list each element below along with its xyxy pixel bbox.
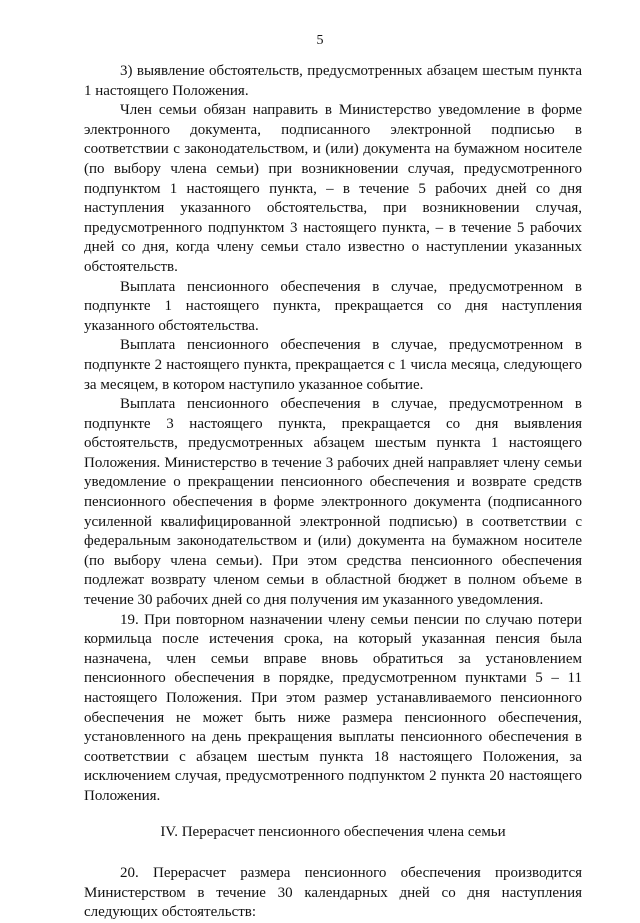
paragraph-clause-19: 19. При повторном назначении члену семьи пенсии по случаю потери кормильца после истечения срока, на который указанная пенсия была назначена, член семьи вправе вновь обратиться за установлением пенсионного обеспечения в порядке, предусмотренном пунктами 5 – 11 настоящего Положения. При этом размер устанавливаемого пенсионного обеспечения не может быть ниже размера пенсионного обеспечения, установленного на день прекращения выплаты пенсионного обеспечения в соответствии с абзацем шестым пункта 18 настоящего Положения, за исключением случая, предусмотренного подпунктом 2 пункта 20 настоящего Положения. xyxy=(84,611,582,804)
paragraph-payment-stop-3: Выплата пенсионного обеспечения в случае, предусмотренном в подпункте 3 настоящего пункта, прекращается со дня выявления обстоятельств, предусмотренных абзацем шестым пункта 1 настоящего Положения. Министерство в течение 3 рабочих дней направляет члену семьи уведомление о прекращении пенсионного обеспечения и возврате средств пенсионного обеспечения в форме электронного документа (подписанного усиленной квалифицированной электронной подписью) в соответствии с федеральным законодательством и (или) документа на бумажном носителе (по выбору члена семьи). При этом средства пенсионного обеспечения подлежат возврату членом семьи в областной бюджет в полном объеме в течение 30 рабочих дней со дня получения им указанного уведомления. xyxy=(84,396,582,609)
paragraph-item-3: 3) выявление обстоятельств, предусмотренных абзацем шестым пункта 1 настоящего Положения. xyxy=(84,63,582,99)
paragraph-clause-20: 20. Перерасчет размера пенсионного обеспечения производится Министерством в течение 30 календарных дней со дня наступления следующих обстоятельств: xyxy=(84,865,582,921)
page-number: 5 xyxy=(316,33,324,48)
paragraph-payment-stop-2: Выплата пенсионного обеспечения в случае, предусмотренном в подпункте 2 настоящего пункта, прекращается с 1 числа месяца, следующего за месяцем, в котором наступило указанное событие. xyxy=(84,337,582,393)
document-body xyxy=(84,62,582,923)
paragraph-notification-duty: Член семьи обязан направить в Министерство уведомление в форме электронного документа, подписанного электронной подписью в соответствии с законодательством, и (или) документа на бумажном носителе (по выбору члена семьи) при возникновении случая, предусмотренного подпунктом 1 настоящего пункта, – в течение 5 рабочих дней со дня наступления указанного обстоятельства, при возникновении случая, предусмотренного подпунктом 3 настоящего пункта, – в течение 5 рабочих дней со дня, когда члену семьи стало известно о наступлении указанных обстоятельств. xyxy=(84,102,582,275)
section-heading: IV. Перерасчет пенсионного обеспечения члена семьи xyxy=(160,823,506,840)
paragraph-payment-stop-1: Выплата пенсионного обеспечения в случае, предусмотренном в подпункте 1 настоящего пункта, прекращается со дня наступления указанного обстоятельства. xyxy=(84,278,582,334)
